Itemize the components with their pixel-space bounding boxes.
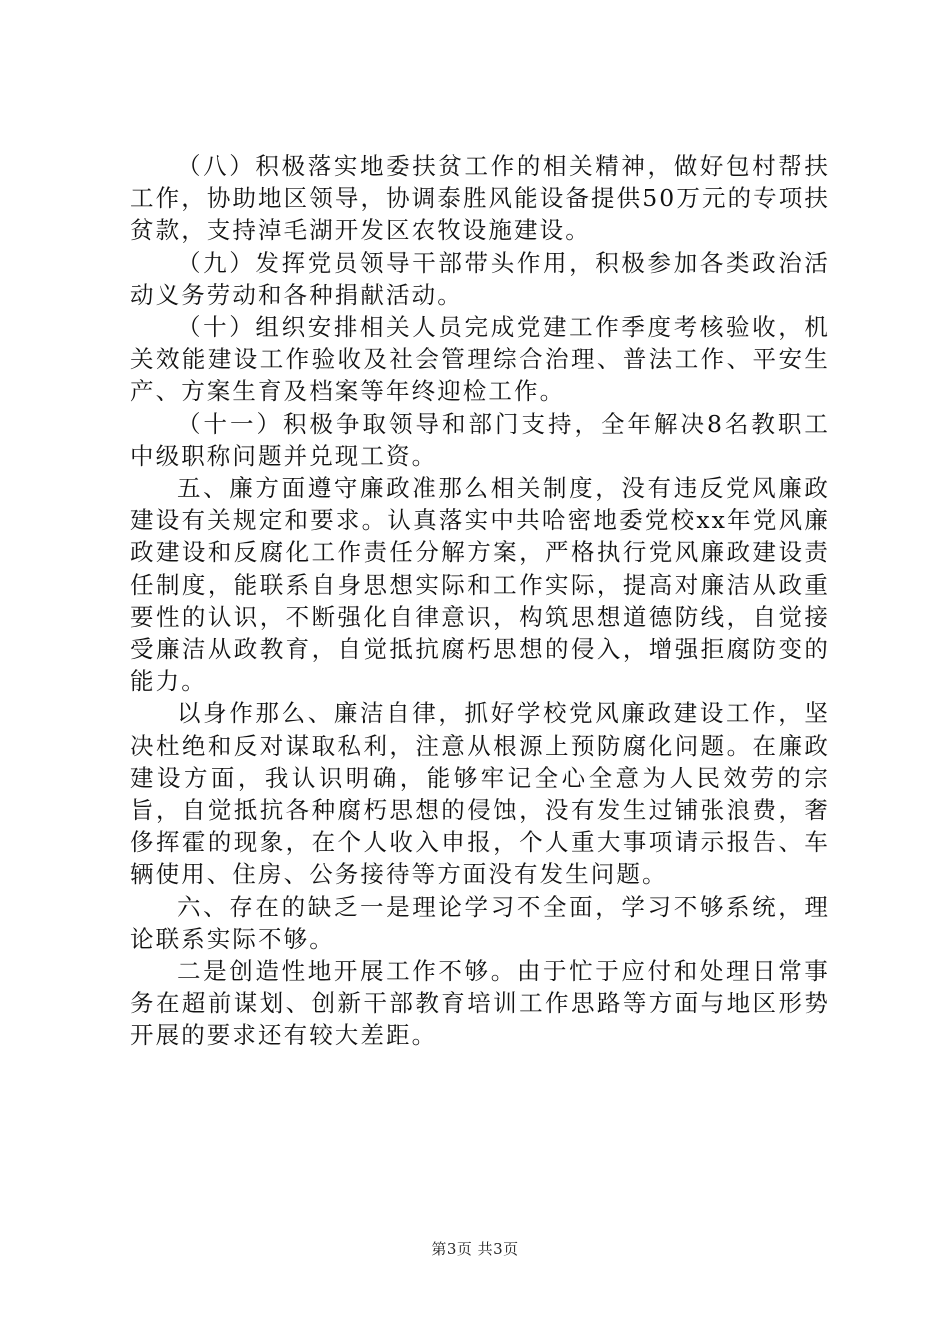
paragraph-9: （九）发挥党员领导干部带头作用，积极参加各类政治活动义务劳动和各种捐献活动。 [130, 248, 830, 309]
document-body [130, 150, 830, 1052]
paragraph-self-discipline: 以身作那么、廉洁自律，抓好学校党风廉政建设工作，坚决杜绝和反对谋取私利，注意从根源上预防腐化问题。在廉政建设方面，我认识明确，能够牢记全心全意为人民效劳的宗旨，自觉抵抗各种腐朽思想的侵蚀，没有发生过铺张浪费，奢侈挥霍的现象，在个人收入申报，个人重大事项请示报告、车辆使用、住房、公务接待等方面没有发生问题。 [130, 699, 830, 889]
page-number-footer: 第3页 共3页 [431, 1240, 519, 1258]
paragraph-shortcomings: 六、存在的缺乏一是理论学习不全面，学习不够系统，理论联系实际不够。 [130, 892, 830, 953]
paragraph-integrity: 五、廉方面遵守廉政准那么相关制度，没有违反党风廉政建设有关规定和要求。认真落实中共哈密地委党校xx年党风廉政建设和反腐化工作责任分解方案，严格执行党风廉政建设责任制度，能联系自身思想实际和工作实际，提高对廉洁从政重要性的认识，不断强化自律意识，构筑思想道德防线，自觉接受廉洁从政教育，自觉抵抗腐朽思想的侵入，增强拒腐防变的能力。 [130, 474, 830, 696]
paragraph-11: （十一）积极争取领导和部门支持，全年解决8名教职工中级职称问题并兑现工资。 [130, 409, 830, 470]
paragraph-8: （八）积极落实地委扶贫工作的相关精神，做好包村帮扶工作，协助地区领导，协调泰胜风能设备提供50万元的专项扶贫款，支持淖毛湖开发区农牧设施建设。 [130, 152, 830, 245]
paragraph-10: （十）组织安排相关人员完成党建工作季度考核验收，机关效能建设工作验收及社会管理综合治理、普法工作、平安生产、方案生育及档案等年终迎检工作。 [130, 313, 830, 406]
paragraph-creativity: 二是创造性地开展工作不够。由于忙于应付和处理日常事务在超前谋划、创新干部教育培训工作思路等方面与地区形势开展的要求还有较大差距。 [130, 957, 830, 1050]
